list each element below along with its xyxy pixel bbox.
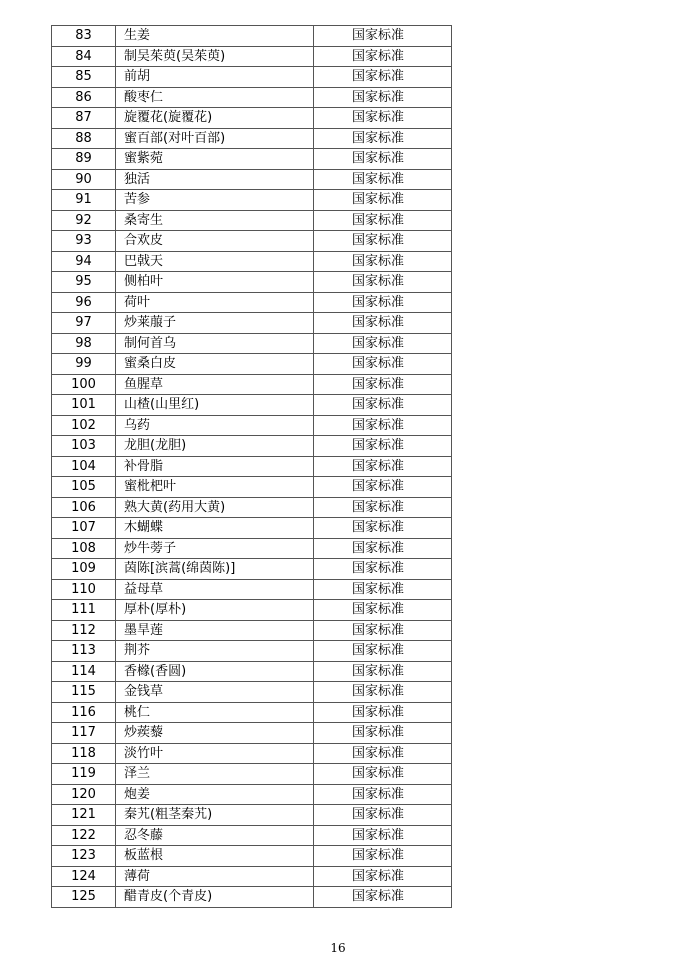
- row-number-cell: 98: [52, 333, 116, 354]
- herb-name-cell: 制何首乌: [116, 333, 314, 354]
- table-row: [52, 87, 452, 108]
- table-row: [52, 661, 452, 682]
- herb-name-cell: 鱼腥草: [116, 374, 314, 395]
- standard-cell: 国家标准: [314, 538, 452, 559]
- row-number-cell: 125: [52, 887, 116, 908]
- standard-cell: 国家标准: [314, 313, 452, 334]
- herb-name-cell: 木蝴蝶: [116, 518, 314, 539]
- standard-cell: 国家标准: [314, 149, 452, 170]
- row-number-cell: 119: [52, 764, 116, 785]
- herb-name-cell: 薄荷: [116, 866, 314, 887]
- row-number-cell: 110: [52, 579, 116, 600]
- row-number-cell: 96: [52, 292, 116, 313]
- herb-name-cell: 益母草: [116, 579, 314, 600]
- standard-cell: 国家标准: [314, 559, 452, 580]
- row-number-cell: 100: [52, 374, 116, 395]
- row-number-cell: 102: [52, 415, 116, 436]
- table-row: [52, 272, 452, 293]
- standard-cell: 国家标准: [314, 887, 452, 908]
- row-number-cell: 122: [52, 825, 116, 846]
- row-number-cell: 116: [52, 702, 116, 723]
- row-number-cell: 85: [52, 67, 116, 88]
- standard-cell: 国家标准: [314, 169, 452, 190]
- herb-name-cell: 桃仁: [116, 702, 314, 723]
- herb-name-cell: 炒牛蒡子: [116, 538, 314, 559]
- standard-cell: 国家标准: [314, 272, 452, 293]
- row-number-cell: 89: [52, 149, 116, 170]
- table-row: [52, 723, 452, 744]
- row-number-cell: 115: [52, 682, 116, 703]
- standard-cell: 国家标准: [314, 231, 452, 252]
- row-number-cell: 86: [52, 87, 116, 108]
- row-number-cell: 93: [52, 231, 116, 252]
- table-row: [52, 415, 452, 436]
- herb-name-cell: 泽兰: [116, 764, 314, 785]
- standard-cell: 国家标准: [314, 620, 452, 641]
- table-row: [52, 333, 452, 354]
- standard-cell: 国家标准: [314, 661, 452, 682]
- standard-cell: 国家标准: [314, 846, 452, 867]
- herb-name-cell: 醋青皮(个青皮): [116, 887, 314, 908]
- row-number-cell: 121: [52, 805, 116, 826]
- table-row: [52, 497, 452, 518]
- herb-name-cell: 桑寄生: [116, 210, 314, 231]
- standard-cell: 国家标准: [314, 641, 452, 662]
- herb-name-cell: 前胡: [116, 67, 314, 88]
- table-row: [52, 395, 452, 416]
- herb-name-cell: 蜜枇杷叶: [116, 477, 314, 498]
- row-number-cell: 106: [52, 497, 116, 518]
- row-number-cell: 113: [52, 641, 116, 662]
- table-row: [52, 67, 452, 88]
- standard-cell: 国家标准: [314, 436, 452, 457]
- herb-name-cell: 制吴茱萸(吴茱萸): [116, 46, 314, 67]
- row-number-cell: 83: [52, 26, 116, 47]
- herb-name-cell: 补骨脂: [116, 456, 314, 477]
- standard-cell: 国家标准: [314, 477, 452, 498]
- table-row: [52, 559, 452, 580]
- table-row: [52, 825, 452, 846]
- standard-cell: 国家标准: [314, 682, 452, 703]
- standard-cell: 国家标准: [314, 723, 452, 744]
- herb-name-cell: 熟大黄(药用大黄): [116, 497, 314, 518]
- row-number-cell: 91: [52, 190, 116, 211]
- table-row: [52, 477, 452, 498]
- standard-cell: 国家标准: [314, 87, 452, 108]
- row-number-cell: 90: [52, 169, 116, 190]
- row-number-cell: 108: [52, 538, 116, 559]
- row-number-cell: 92: [52, 210, 116, 231]
- standard-cell: 国家标准: [314, 866, 452, 887]
- row-number-cell: 95: [52, 272, 116, 293]
- herb-name-cell: 侧柏叶: [116, 272, 314, 293]
- table-row: [52, 190, 452, 211]
- table-row: [52, 456, 452, 477]
- herb-name-cell: 巴戟天: [116, 251, 314, 272]
- table-row: [52, 108, 452, 129]
- table-row: [52, 682, 452, 703]
- row-number-cell: 84: [52, 46, 116, 67]
- herb-name-cell: 墨旱莲: [116, 620, 314, 641]
- standard-cell: 国家标准: [314, 251, 452, 272]
- standard-cell: 国家标准: [314, 395, 452, 416]
- row-number-cell: 88: [52, 128, 116, 149]
- table-row: [52, 210, 452, 231]
- table-row: [52, 26, 452, 47]
- herb-name-cell: 炒莱菔子: [116, 313, 314, 334]
- herb-name-cell: 龙胆(龙胆): [116, 436, 314, 457]
- herb-name-cell: 生姜: [116, 26, 314, 47]
- standard-cell: 国家标准: [314, 292, 452, 313]
- table-row: [52, 436, 452, 457]
- standard-cell: 国家标准: [314, 805, 452, 826]
- row-number-cell: 107: [52, 518, 116, 539]
- row-number-cell: 112: [52, 620, 116, 641]
- table-row: [52, 887, 452, 908]
- standard-cell: 国家标准: [314, 518, 452, 539]
- standard-cell: 国家标准: [314, 497, 452, 518]
- herb-name-cell: 香橼(香圆): [116, 661, 314, 682]
- herb-name-cell: 茵陈[滨蒿(绵茵陈)]: [116, 559, 314, 580]
- standard-cell: 国家标准: [314, 456, 452, 477]
- table-row: [52, 764, 452, 785]
- table-row: [52, 128, 452, 149]
- row-number-cell: 120: [52, 784, 116, 805]
- standard-cell: 国家标准: [314, 108, 452, 129]
- row-number-cell: 117: [52, 723, 116, 744]
- standard-cell: 国家标准: [314, 210, 452, 231]
- herb-name-cell: 山楂(山里红): [116, 395, 314, 416]
- standard-cell: 国家标准: [314, 128, 452, 149]
- herb-name-cell: 炮姜: [116, 784, 314, 805]
- standard-cell: 国家标准: [314, 26, 452, 47]
- standard-cell: 国家标准: [314, 46, 452, 67]
- standard-cell: 国家标准: [314, 600, 452, 621]
- table-row: [52, 374, 452, 395]
- herb-name-cell: 荆芥: [116, 641, 314, 662]
- row-number-cell: 123: [52, 846, 116, 867]
- standard-cell: 国家标准: [314, 743, 452, 764]
- row-number-cell: 114: [52, 661, 116, 682]
- standard-cell: 国家标准: [314, 190, 452, 211]
- standard-cell: 国家标准: [314, 579, 452, 600]
- row-number-cell: 104: [52, 456, 116, 477]
- herb-name-cell: 板蓝根: [116, 846, 314, 867]
- table-row: [52, 805, 452, 826]
- standard-cell: 国家标准: [314, 702, 452, 723]
- herb-name-cell: 旋覆花(旋覆花): [116, 108, 314, 129]
- row-number-cell: 97: [52, 313, 116, 334]
- herb-name-cell: 金钱草: [116, 682, 314, 703]
- table-row: [52, 149, 452, 170]
- herb-name-cell: 独活: [116, 169, 314, 190]
- table-row: [52, 784, 452, 805]
- standard-cell: 国家标准: [314, 67, 452, 88]
- row-number-cell: 111: [52, 600, 116, 621]
- table-row: [52, 251, 452, 272]
- table-row: [52, 620, 452, 641]
- standard-cell: 国家标准: [314, 374, 452, 395]
- table-row: [52, 169, 452, 190]
- herb-name-cell: 秦艽(粗茎秦艽): [116, 805, 314, 826]
- herb-name-cell: 合欢皮: [116, 231, 314, 252]
- table-row: [52, 600, 452, 621]
- table-row: [52, 702, 452, 723]
- herb-name-cell: 酸枣仁: [116, 87, 314, 108]
- table-row: [52, 743, 452, 764]
- standard-cell: 国家标准: [314, 354, 452, 375]
- page-number: 16: [330, 941, 346, 955]
- row-number-cell: 118: [52, 743, 116, 764]
- table-row: [52, 313, 452, 334]
- row-number-cell: 103: [52, 436, 116, 457]
- table-body: [52, 26, 452, 908]
- standard-cell: 国家标准: [314, 825, 452, 846]
- table-row: [52, 46, 452, 67]
- standard-cell: 国家标准: [314, 784, 452, 805]
- table-row: [52, 866, 452, 887]
- table-row: [52, 846, 452, 867]
- standard-cell: 国家标准: [314, 333, 452, 354]
- standard-cell: 国家标准: [314, 415, 452, 436]
- herb-name-cell: 荷叶: [116, 292, 314, 313]
- table-row: [52, 354, 452, 375]
- row-number-cell: 101: [52, 395, 116, 416]
- herb-name-cell: 蜜紫菀: [116, 149, 314, 170]
- herb-name-cell: 蜜桑白皮: [116, 354, 314, 375]
- herb-name-cell: 炒蒺藜: [116, 723, 314, 744]
- row-number-cell: 94: [52, 251, 116, 272]
- herb-name-cell: 淡竹叶: [116, 743, 314, 764]
- herb-name-cell: 忍冬藤: [116, 825, 314, 846]
- row-number-cell: 99: [52, 354, 116, 375]
- herb-name-cell: 乌药: [116, 415, 314, 436]
- table-row: [52, 518, 452, 539]
- table-row: [52, 292, 452, 313]
- table-row: [52, 538, 452, 559]
- table-row: [52, 579, 452, 600]
- standard-cell: 国家标准: [314, 764, 452, 785]
- table-row: [52, 641, 452, 662]
- row-number-cell: 105: [52, 477, 116, 498]
- herb-name-cell: 蜜百部(对叶百部): [116, 128, 314, 149]
- herb-standard-table: [51, 25, 452, 908]
- herb-name-cell: 厚朴(厚朴): [116, 600, 314, 621]
- table-row: [52, 231, 452, 252]
- herb-name-cell: 苦参: [116, 190, 314, 211]
- row-number-cell: 109: [52, 559, 116, 580]
- row-number-cell: 87: [52, 108, 116, 129]
- row-number-cell: 124: [52, 866, 116, 887]
